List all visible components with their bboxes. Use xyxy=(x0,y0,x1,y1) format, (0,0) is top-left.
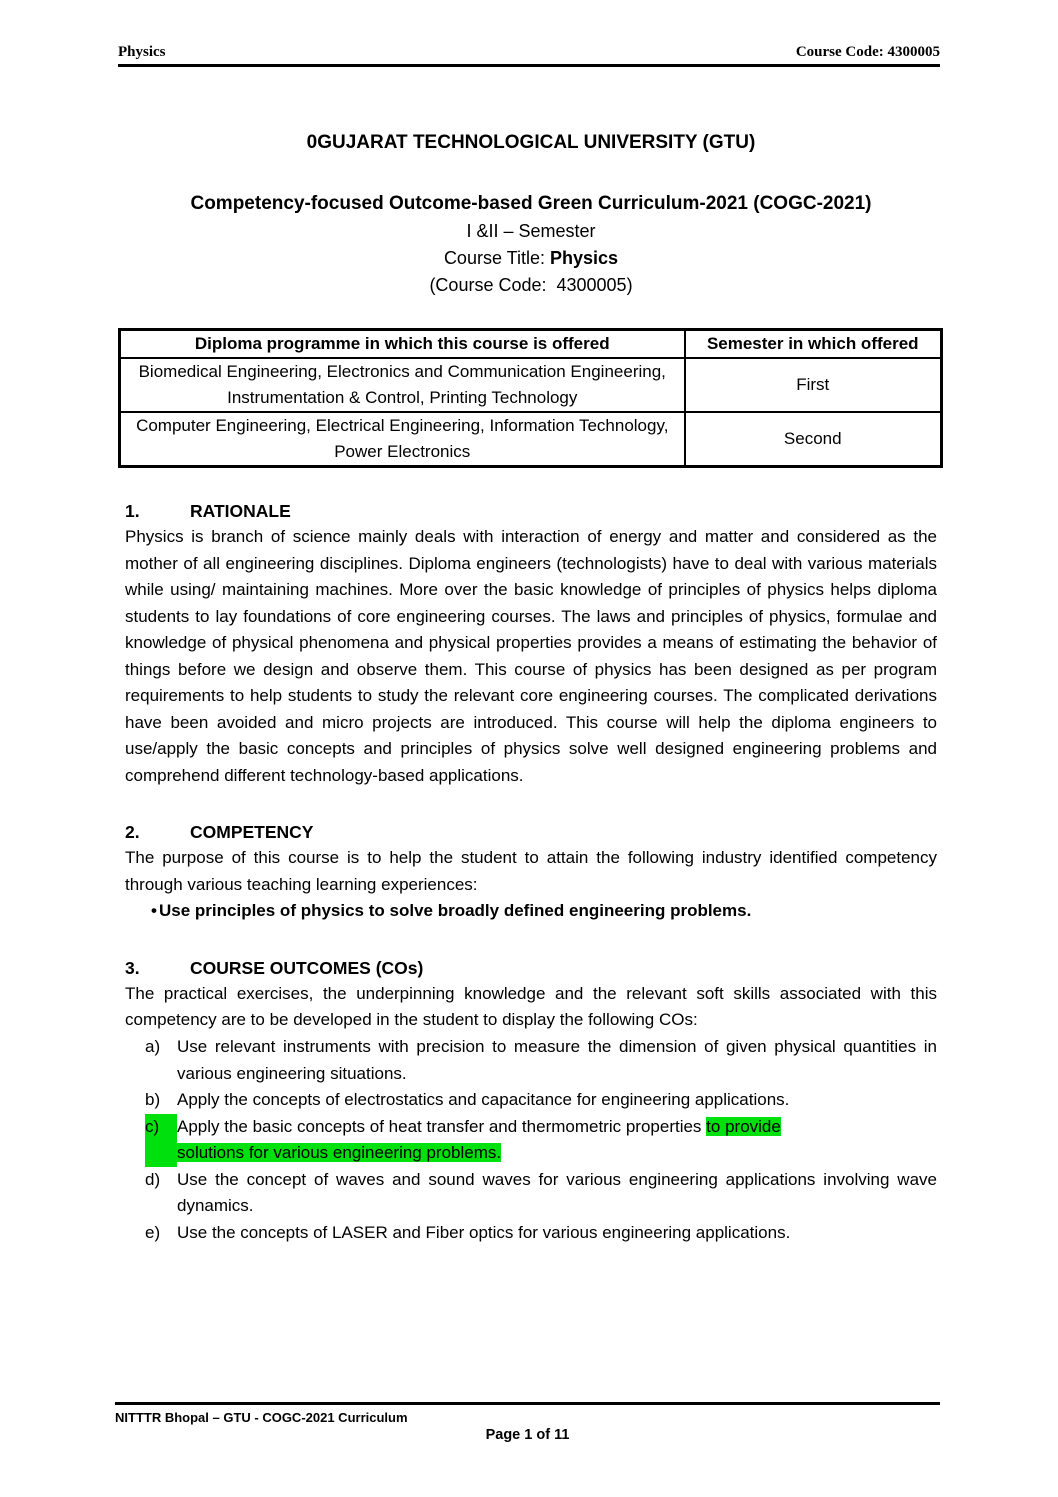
competency-paragraph: The purpose of this course is to help the student to attain the following industry identified competency through various teaching learning experiences: xyxy=(125,848,937,894)
competency-bullet-item xyxy=(125,898,937,925)
outcome-item-d xyxy=(125,1167,937,1220)
rationale-paragraph: Physics is branch of science mainly deals with interaction of energy and matter and considered as the mother of all engineering disciplines. Diploma engineers (technologists) have to deal with various materials while using/ maintaining machines. More over the basic knowledge of principles of physics helps diploma students to lay foundations of core engineering courses. The laws and principles of physics, formulae and knowledge of physical phenomena and physical properties provides a means of estimating the behavior of things before we design and observe them. This course of physics has been designed as per program requirements to help students to study the relevant core engineering courses. The complicated derivations have been avoided and micro projects are introduced. This course will help the diploma engineers to use/apply the basic concepts and principles of physics solve well designed engineering problems and comprehend different technology-based applications. xyxy=(125,527,937,785)
section-number: 2. xyxy=(125,822,140,843)
title-block xyxy=(125,128,937,299)
footer-page-number: Page 1 of 11 xyxy=(485,1427,570,1443)
table-row xyxy=(120,412,942,467)
header-course-name: Physics xyxy=(118,44,166,60)
outcome-text-highlight: solutions for various engineering problems. xyxy=(177,1143,502,1163)
section-number: 3. xyxy=(125,957,140,978)
outcome-item-e xyxy=(125,1220,937,1247)
section-title: RATIONALE xyxy=(190,501,291,522)
document-body xyxy=(125,128,937,1246)
offer-table xyxy=(118,328,943,468)
programme-cell: Biomedical Engineering, Electronics and Communication Engineering, Instrumentation & Control, Printing Technology xyxy=(120,358,685,412)
section-outcomes-heading xyxy=(125,955,937,981)
semester-line: I &II – Semester xyxy=(466,221,596,242)
offer-table-header-semester: Semester in which offered xyxy=(685,330,942,359)
university-title: 0GUJARAT TECHNOLOGICAL UNIVERSITY (GTU) xyxy=(306,132,756,153)
outcome-text xyxy=(177,1114,937,1167)
semester-cell: First xyxy=(685,358,942,412)
outcome-item-c xyxy=(125,1114,937,1167)
curriculum-title: Competency-focused Outcome-based Green Curriculum-2021 (COGC-2021) xyxy=(190,192,872,214)
course-code-line: (Course Code: 4300005) xyxy=(429,275,633,296)
section-course-outcomes xyxy=(125,955,937,1246)
section-title: COURSE OUTCOMES (COs) xyxy=(190,957,424,978)
outcome-marker-highlighted: c) xyxy=(145,1114,177,1167)
section-title: COMPETENCY xyxy=(190,822,314,843)
page-header xyxy=(118,44,940,67)
outcome-text: Use relevant instruments with precision to measure the dimension of given physical quantities in various engineering situations. xyxy=(177,1036,937,1083)
course-title-label: Course Title: xyxy=(443,248,545,269)
outcomes-list xyxy=(125,1034,937,1246)
outcome-marker: e) xyxy=(145,1222,161,1242)
course-title-value: Physics xyxy=(550,248,619,269)
semester-cell: Second xyxy=(685,412,942,467)
bullet-icon: • xyxy=(151,901,157,921)
competency-bullet-text: Use principles of physics to solve broadly defined engineering problems. xyxy=(159,901,752,921)
footer-curriculum-label: NITTTR Bhopal – GTU - COGC-2021 Curriculum xyxy=(115,1410,408,1425)
outcome-text-highlight: to provide xyxy=(706,1116,781,1136)
outcome-marker: d) xyxy=(145,1169,161,1189)
outcome-item-b xyxy=(125,1087,937,1114)
section-rationale-heading xyxy=(125,498,937,524)
outcome-marker: a) xyxy=(145,1036,161,1056)
outcome-marker: b) xyxy=(145,1090,161,1110)
outcomes-paragraph: The practical exercises, the underpinning knowledge and the relevant soft skills associated with this competency are to be developed in the student to display the following COs: xyxy=(125,983,937,1030)
offer-table-header-row xyxy=(120,330,942,359)
outcome-item-a xyxy=(125,1034,937,1087)
outcome-text-plain: Apply the basic concepts of heat transfer and thermometric properties xyxy=(177,1116,707,1136)
offer-table-header-programme: Diploma programme in which this course is offered xyxy=(120,330,685,359)
outcome-text: Apply the concepts of electrostatics and capacitance for engineering applications. xyxy=(177,1090,790,1110)
section-number: 1. xyxy=(125,501,140,522)
section-competency-heading xyxy=(125,819,937,845)
outcome-text: Use the concepts of LASER and Fiber optics for various engineering applications. xyxy=(177,1222,791,1242)
header-course-code: Course Code: 4300005 xyxy=(795,44,940,60)
section-competency xyxy=(125,819,937,925)
programme-cell: Computer Engineering, Electrical Engineering, Information Technology, Power Electronics xyxy=(120,412,685,467)
course-title-line xyxy=(125,245,937,272)
section-rationale xyxy=(125,498,937,789)
outcome-text: Use the concept of waves and sound waves for various engineering applications involving wave dynamics. xyxy=(177,1169,937,1216)
page-footer xyxy=(115,1402,940,1443)
table-row xyxy=(120,358,942,412)
